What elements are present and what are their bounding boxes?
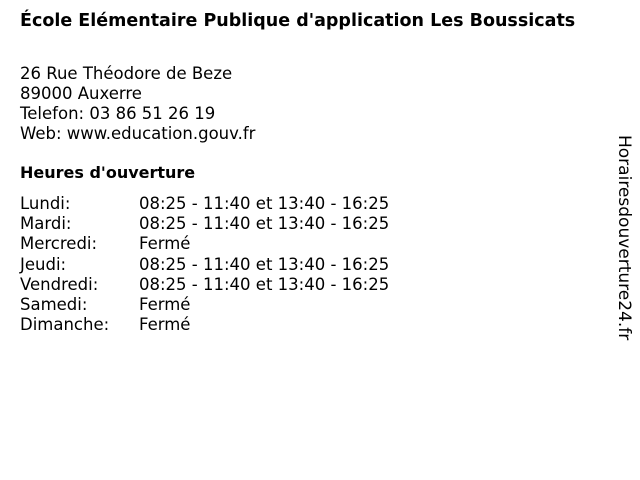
day-hours: 08:25 - 11:40 et 13:40 - 16:25 [139, 254, 390, 274]
day-hours: 08:25 - 11:40 et 13:40 - 16:25 [139, 274, 390, 294]
day-label: Lundi: [20, 194, 71, 213]
website: Web: www.education.gouv.fr [20, 124, 256, 143]
address-block [20, 64, 255, 144]
day-hours: Fermé [139, 234, 191, 254]
city-postcode: 89000 Auxerre [20, 84, 142, 103]
page-title: École Elémentaire Publique d'application Les Boussicats [20, 11, 576, 31]
hours-row-tuesday [20, 214, 389, 234]
opening-hours-list [20, 194, 389, 335]
day-hours: 08:25 - 11:40 et 13:40 - 16:25 [139, 194, 390, 213]
day-label: Samedi: [20, 295, 88, 315]
hours-row-saturday [20, 295, 389, 315]
hours-row-friday [20, 275, 389, 295]
day-label: Vendredi: [20, 274, 99, 294]
hours-row-wednesday [20, 234, 389, 254]
day-hours: 08:25 - 11:40 et 13:40 - 16:25 [139, 214, 390, 234]
day-hours: Fermé [139, 295, 191, 315]
opening-hours-heading: Heures d'ouverture [20, 163, 196, 182]
hours-row-thursday [20, 255, 389, 275]
street-address: 26 Rue Théodore de Beze [20, 64, 233, 83]
site-watermark: Horairesdouverture24.fr [614, 135, 634, 341]
day-label: Jeudi: [20, 254, 67, 274]
day-hours: Fermé [139, 315, 191, 335]
hours-row-monday [20, 194, 389, 214]
day-label: Mardi: [20, 214, 72, 234]
hours-row-sunday [20, 315, 389, 335]
phone-number: Telefon: 03 86 51 26 19 [20, 104, 216, 123]
day-label: Mercredi: [20, 234, 98, 254]
day-label: Dimanche: [20, 315, 110, 335]
